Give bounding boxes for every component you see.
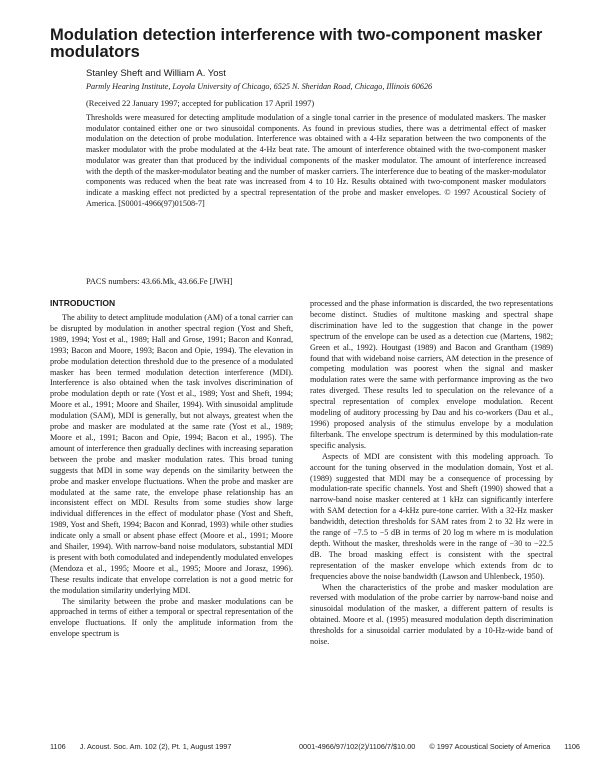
affiliation: Parmly Hearing Institute, Loyola University of Chicago, 6525 N. Sheridan Road, Chicago, Illinois 60626 [86, 82, 433, 91]
received-dates: (Received 22 January 1997; accepted for publication 17 April 1997) [86, 99, 315, 108]
abstract: Thresholds were measured for detecting amplitude modulation of a single tonal carrier in the presence of modulated maskers. The masker modulator contained either one or two sinusoidal components. As found in previous studies, there was a detrimental effect of masker modulation on the detection of probe modulation. Interference was obtained with a 4-Hz separation between the two components of the masker modulator with the probe modulated at the 4-Hz beat rate. The amount of interference obtained with the two-component masker modulator was greater than that produced by the individual components of the masker modulator. The amount of interference increased with the depth of the masker-modulator beating and the number of masker carriers. The interference due to beating of the masker-modulator components was reduced when the beat rate was increased from 4 to 10 Hz. Results obtained with two-component masker modulators indicate a masking effect not predicted by a spectral representation of the probe and masker envelopes. © 1997 Acoustical Society of America. [S0001-4966(97)01508-7] [86, 113, 546, 208]
page-number-left: 1106 [50, 742, 66, 751]
paragraph: processed and the phase information is discarded, the two representations become distinct. Studies of multitone masking and spectral shape discrimination have led to the suggestion that change in the power spectrum of the envelope can be used as a detection cue (Martens, 1982; Green et al., 1992). Houtgast (1989) and Bacon and Grantham (1989) found that with wideband noise carriers, AM detection in the presence of competing modulation was poorest when the signal and masker modulation rates were the same with performance improving as the two rates diverged. These results led to speculation on the relevance of a spectral representation of complex envelope modulation. Recent modeling of auditory processing by Dau and his co-workers (Dau et al., 1996) proposed analysis of the stimulus envelope by a modulation filterbank. The envelope spectrum is determined by this modulation-rate specific analysis. [310, 299, 553, 450]
paragraph: When the characteristics of the probe and masker modulation are reversed with modulation of the probe carrier by narrow-band noise and sinusoidal modulation of the masker, a different pattern of results is obtained. Moore et al. (1995) measured modulation depth discrimination thresholds for a sinusoidal carrier modulated by a 10-Hz-wide band of noise. [310, 582, 553, 647]
paragraph: The similarity between the probe and masker modulations can be approached in terms of either a temporal or spectral representation of the envelope fluctuations. If only the amplitude information from the envelope spectrum is [50, 596, 293, 639]
left-column [50, 313, 293, 733]
journal-citation: J. Acoust. Soc. Am. 102 (2), Pt. 1, August 1997 [79, 742, 232, 751]
article-codes: 0001-4966/97/102(2)/1106/7/$10.00 [299, 742, 416, 751]
paragraph: The ability to detect amplitude modulation (AM) of a tonal carrier can be disrupted by modulation in another spectral region (Yost and Sheft, 1989, 1994; Yost et al., 1989; Hall and Grose, 1991; Bacon and Konrad, 1993; Bacon and Moore, 1993; Bacon and Opie, 1994). The elevation in probe modulation detection threshold due to the presence of a modulated masker has been termed modulation detection interference (MDI). Interference is also obtained when the task involves discrimination of probe modulation depth or rate (Yost et al., 1989; Yost and Sheft, 1994; Moore et al., 1991; Moore and Shailer, 1994). With sinusoidal amplitude modulation (SAM), MDI is generally, but not always, greatest when the probe and masker are modulated at the same rate (Yost et al., 1989; Moore et al., 1991; Bacon and Opie, 1994; Bacon et al., 1995). The amount of interference then gradually declines with increasing separation between the probe and masker modulation rates. This broad tuning suggests that MDI in some way depends on the similarity between the probe and masker envelope fluctuations. When the probe and masker are modulated at the same rate, the envelope phase relationship has an inconsistent effect on MDI. Results from some studies show large individual differences in the effect of modulator phase (Yost and Sheft, 1989, Yost and Sheft, 1994; Bacon and Konrad, 1993) while other studies indicate only a small or absent phase effect (Moore et al., 1991; Moore and Shailer, 1994). With narrow-band noise modulators, substantial MDI is present with both comodulated and independently modulated envelopes (Mendoza et al., 1995; Moore et al., 1995; Moore and Jorasz, 1996). These results indicate that envelope correlation is not a good metric for the modulation similarity underlying MDI. [50, 313, 293, 595]
paragraph: Aspects of MDI are consistent with this modeling approach. To account for the tuning observed in the modulation domain, Yost et al. (1989) suggested that MDI may be a consequence of processing by modulation-rate specific channels. Yost and Sheft (1990) showed that a narrow-band noise masker centered at 1 kHz can significantly interfere with SAM detection for a 4-kHz pure-tone carrier. With a 32-Hz masker bandwidth, detection thresholds for SAM rates from 2 to 32 Hz were in the range of −7.5 to −5 dB in terms of 20 log m where m is modulation depth. Without the masker, thresholds were in the range of −30 to −22.5 dB. The broad masking effect is consistent with the spectral representation of the masker envelope which extends from dc to frequencies above the noise bandwidth (Lawson and Uhlenbeck, 1950). [310, 451, 553, 581]
page-footer [50, 742, 580, 751]
right-column [310, 299, 553, 733]
section-heading: INTRODUCTION [50, 298, 116, 308]
page-number-right: 1106 [564, 742, 580, 751]
article-title: Modulation detection interference with two-component masker modulators [50, 26, 543, 61]
copyright: © 1997 Acoustical Society of America [429, 742, 551, 751]
authors: Stanley Sheft and William A. Yost [86, 68, 226, 79]
pacs-numbers: PACS numbers: 43.66.Mk, 43.66.Fe [JWH] [86, 277, 233, 286]
